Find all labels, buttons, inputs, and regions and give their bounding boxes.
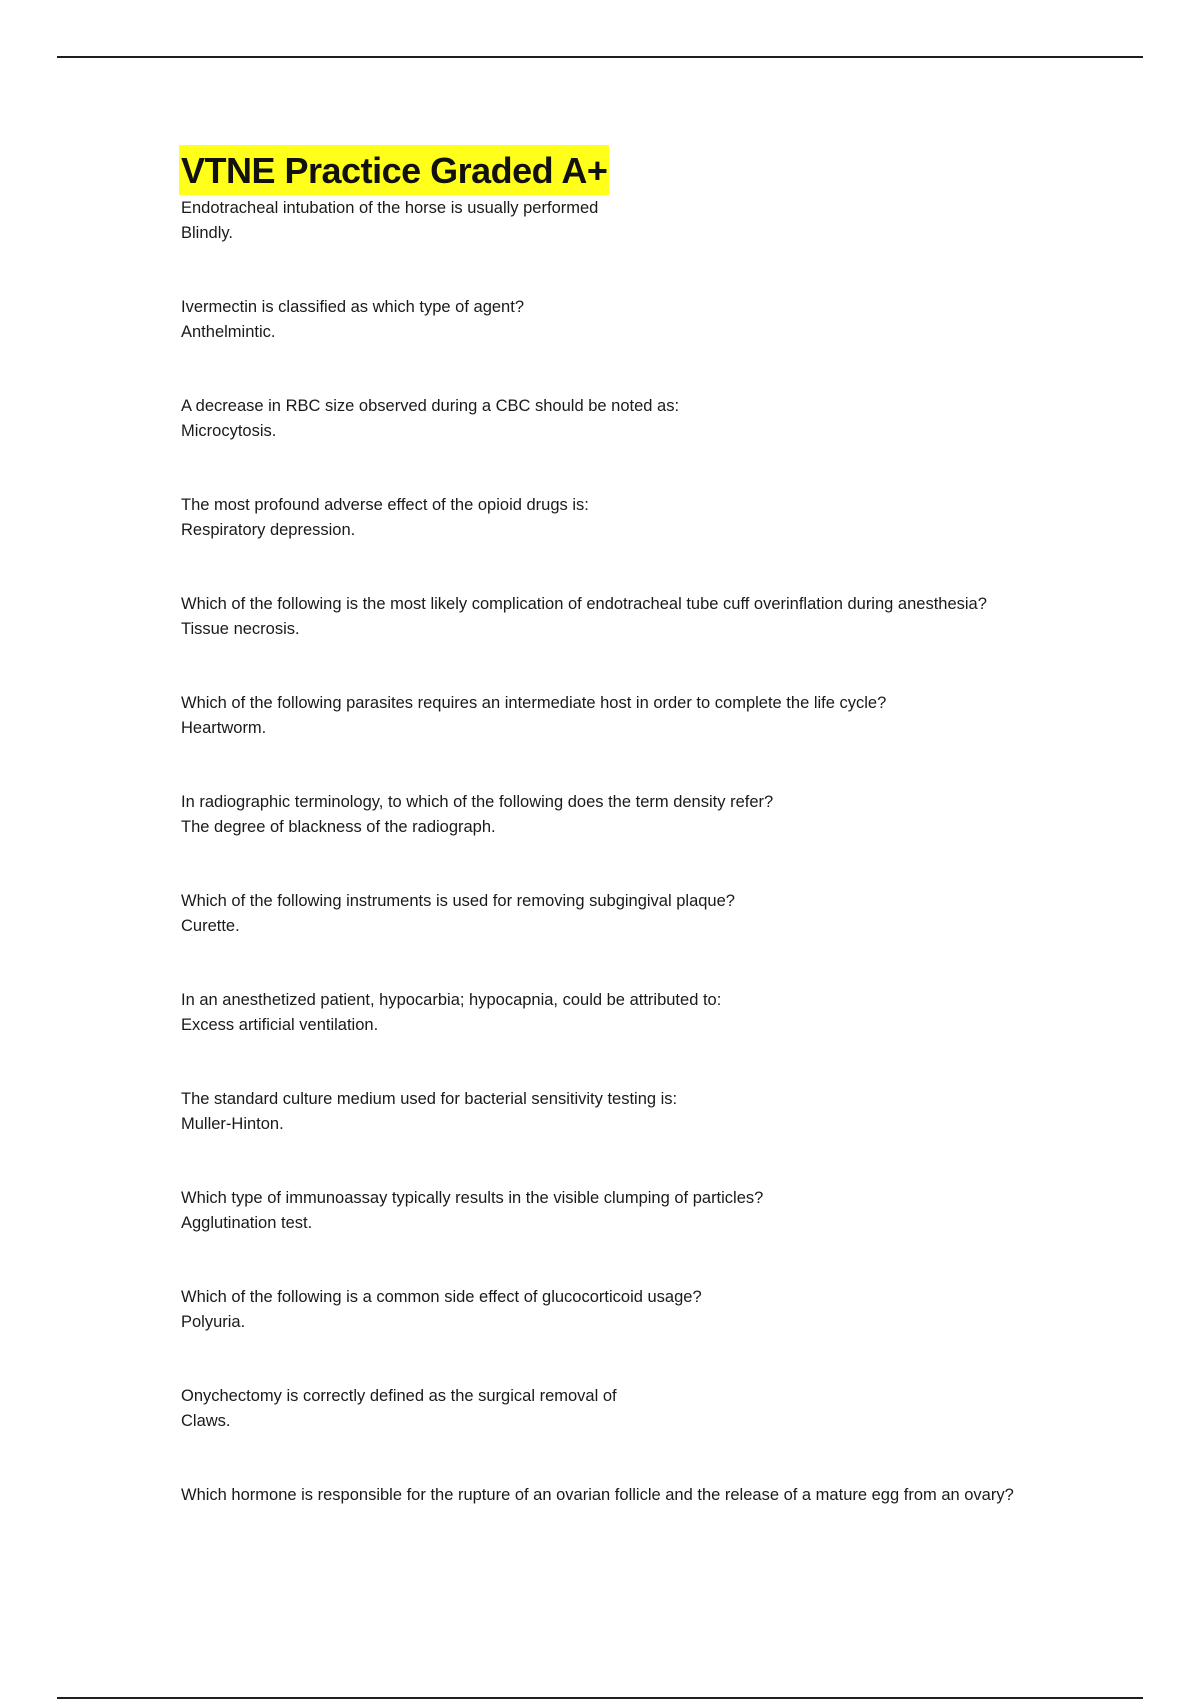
- answer-text: Agglutination test.: [181, 1214, 313, 1232]
- answer-text: Polyuria.: [181, 1313, 246, 1331]
- document-body: [181, 145, 1021, 1508]
- answer-text: Tissue necrosis.: [181, 620, 300, 638]
- answer-text: Anthelmintic.: [181, 323, 276, 341]
- qa-item: [181, 691, 1021, 741]
- page-bottom-rule: [57, 1697, 1143, 1699]
- question-text: Ivermectin is classified as which type of agent?: [181, 298, 524, 316]
- qa-item: [181, 295, 1021, 345]
- page-top-rule: [57, 56, 1143, 58]
- question-text: The standard culture medium used for bacterial sensitivity testing is:: [181, 1090, 678, 1108]
- qa-item: [181, 1483, 1021, 1508]
- qa-item: [181, 394, 1021, 444]
- question-text: Which type of immunoassay typically results in the visible clumping of particles?: [181, 1189, 764, 1207]
- answer-text: Respiratory depression.: [181, 521, 356, 539]
- answer-text: Heartworm.: [181, 719, 267, 737]
- question-text: Endotracheal intubation of the horse is usually performed: [181, 199, 599, 217]
- answer-text: The degree of blackness of the radiograph.: [181, 818, 496, 836]
- question-text: Which of the following instruments is used for removing subgingival plaque?: [181, 892, 735, 910]
- answer-text: Curette.: [181, 917, 240, 935]
- qa-item: [181, 1186, 1021, 1236]
- question-text: In radiographic terminology, to which of the following does the term density refer?: [181, 793, 774, 811]
- qa-item: [181, 592, 1021, 642]
- question-text: Which hormone is responsible for the rupture of an ovarian follicle and the release of a mature egg from an ovary?: [181, 1486, 1014, 1504]
- qa-item: [181, 493, 1021, 543]
- qa-item: [181, 1087, 1021, 1137]
- document-title: VTNE Practice Graded A+: [179, 145, 609, 195]
- qa-item: [181, 790, 1021, 840]
- qa-item: [181, 988, 1021, 1038]
- question-text: Which of the following parasites requires an intermediate host in order to complete the life cycle?: [181, 694, 887, 712]
- qa-item: [181, 1285, 1021, 1335]
- question-text: In an anesthetized patient, hypocarbia; hypocapnia, could be attributed to:: [181, 991, 722, 1009]
- answer-text: Claws.: [181, 1412, 231, 1430]
- answer-text: Microcytosis.: [181, 422, 277, 440]
- question-text: A decrease in RBC size observed during a CBC should be noted as:: [181, 397, 680, 415]
- answer-text: Muller-Hinton.: [181, 1115, 284, 1133]
- question-text: Which of the following is a common side effect of glucocorticoid usage?: [181, 1288, 702, 1306]
- qa-item: [181, 889, 1021, 939]
- qa-item: [181, 196, 1021, 246]
- qa-item: [181, 1384, 1021, 1434]
- question-text: The most profound adverse effect of the opioid drugs is:: [181, 496, 589, 514]
- answer-text: Blindly.: [181, 224, 233, 242]
- question-text: Onychectomy is correctly defined as the surgical removal of: [181, 1387, 617, 1405]
- answer-text: Excess artificial ventilation.: [181, 1016, 379, 1034]
- question-text: Which of the following is the most likely complication of endotracheal tube cuff overinflation during anesthesia?: [181, 595, 987, 613]
